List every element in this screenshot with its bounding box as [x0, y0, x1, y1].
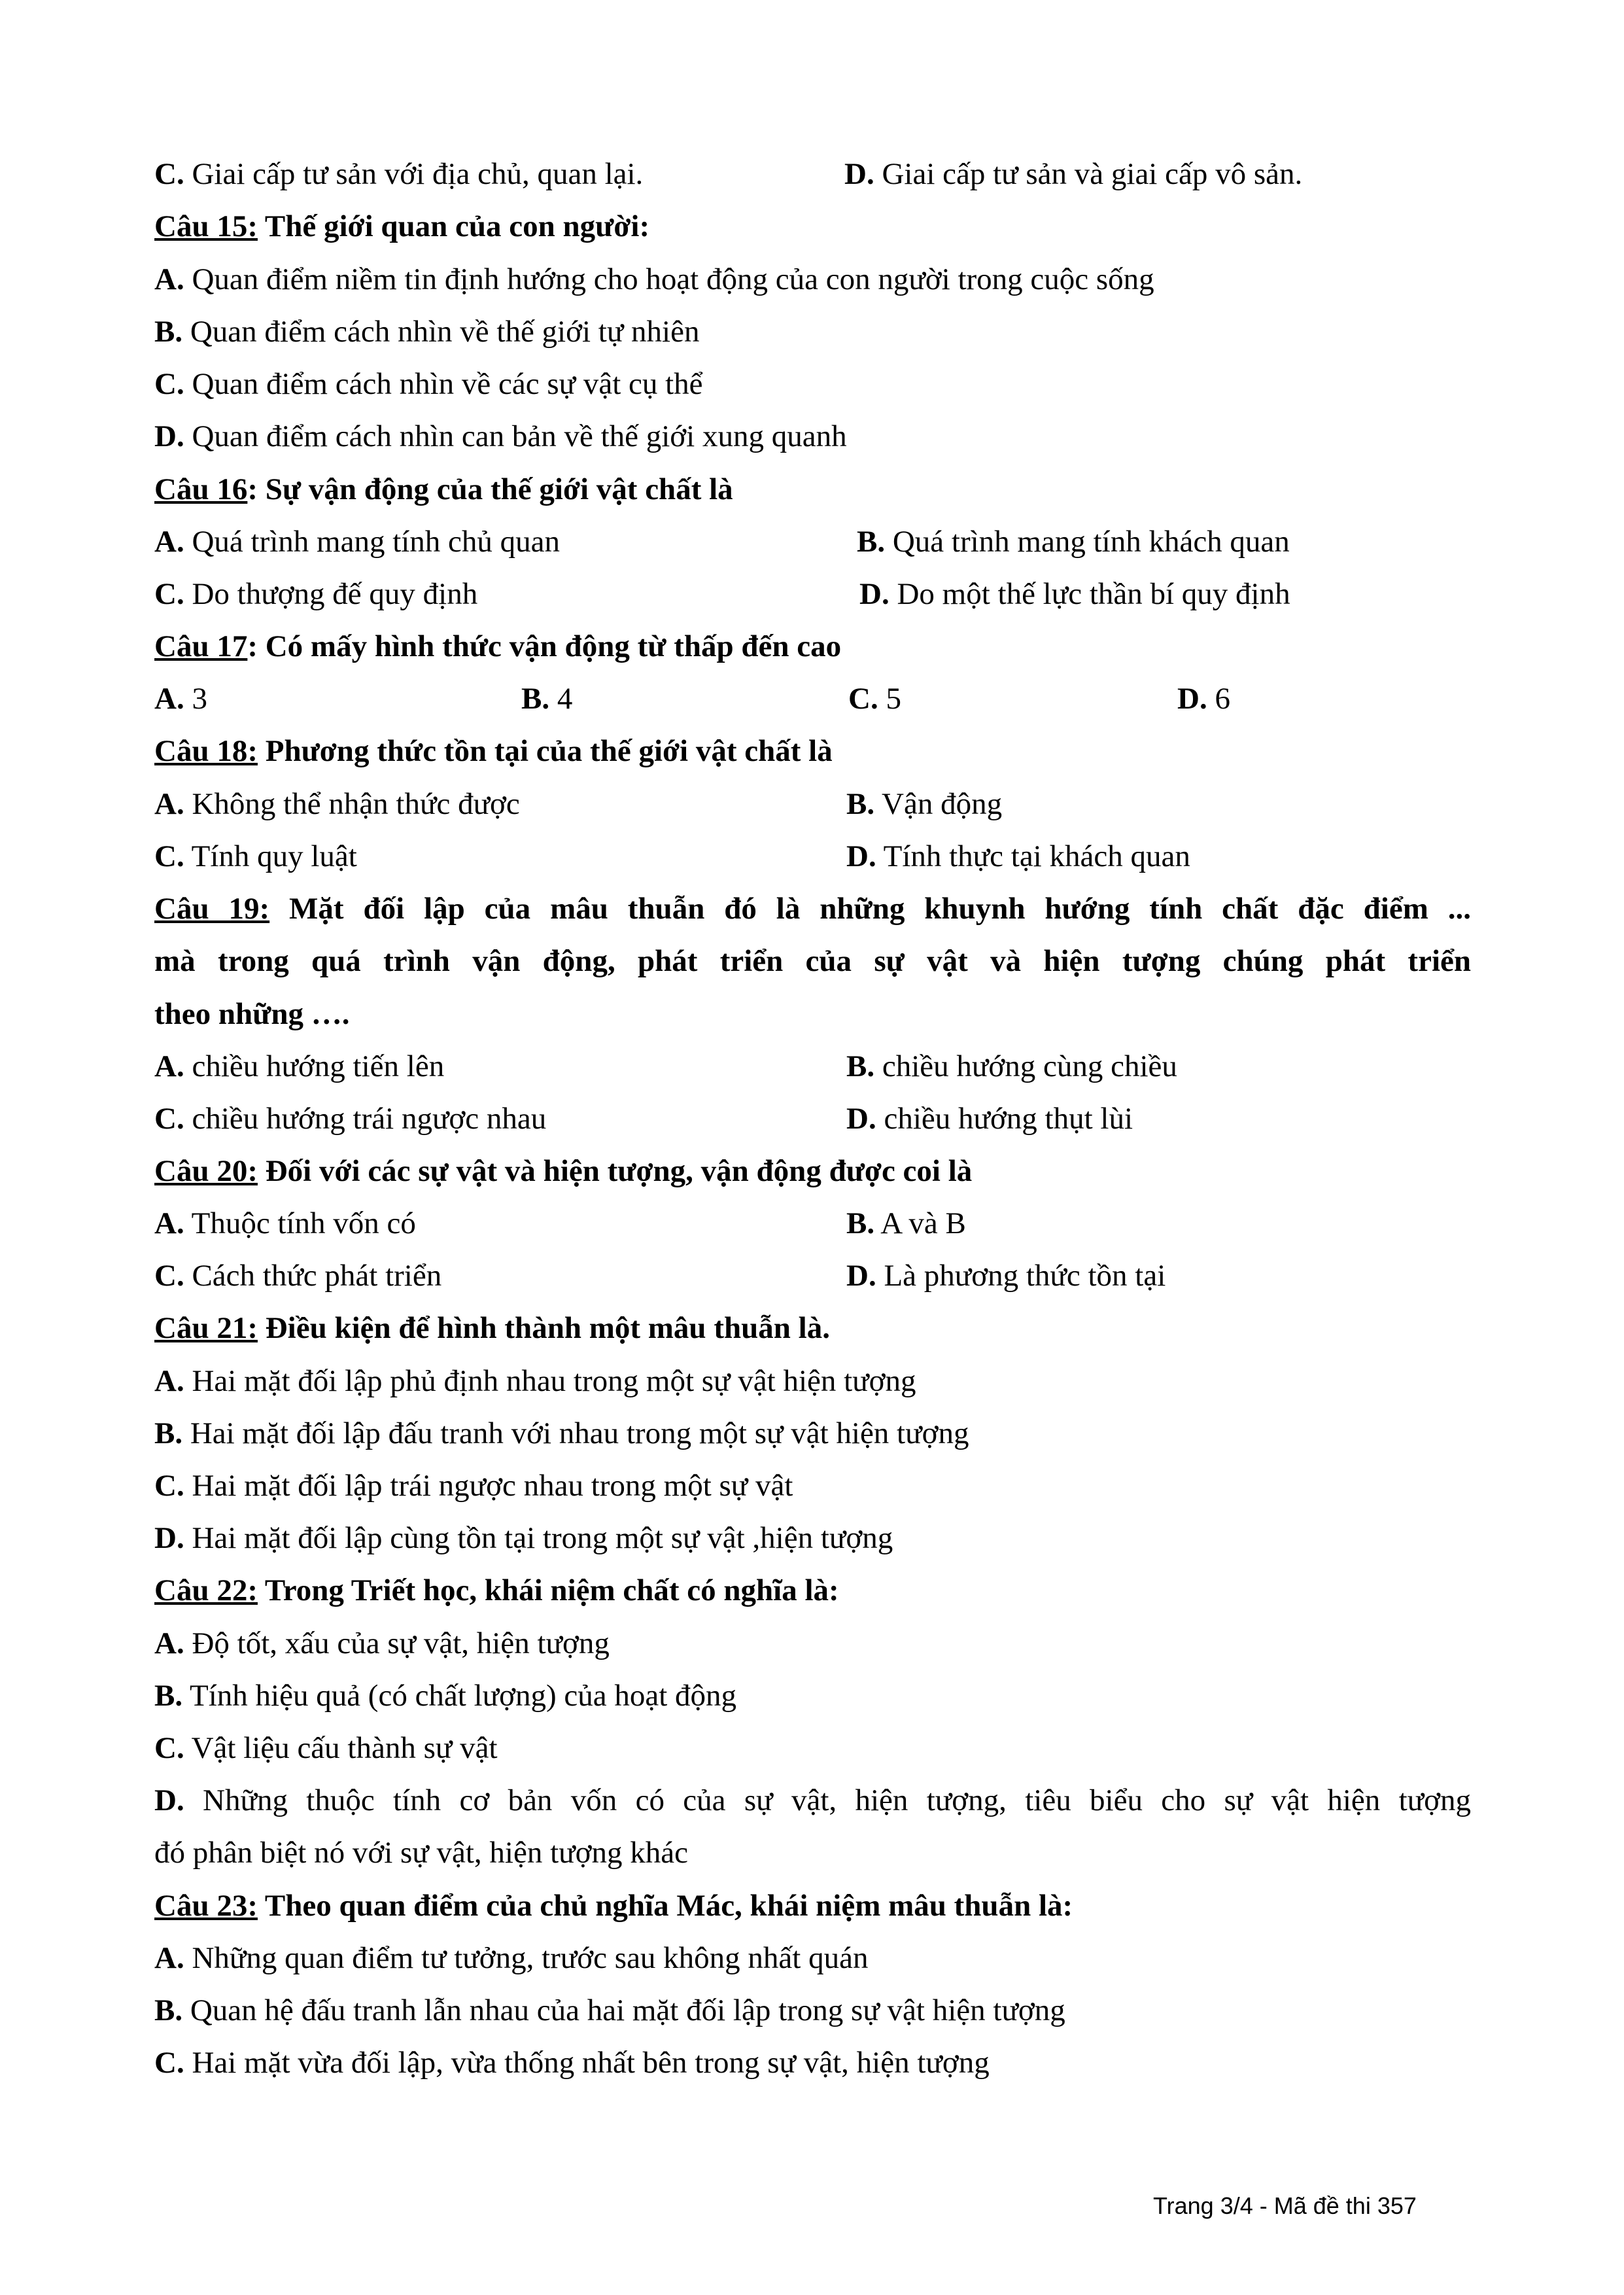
question-16-option-b: [857, 522, 1290, 561]
option-text: Hai mặt vừa đối lập, vừa thống nhất bên trong sự vật, hiện tượng: [184, 2046, 990, 2080]
question-17-option-a: [154, 679, 207, 718]
option-text: chiều hướng tiến lên: [184, 1049, 445, 1083]
option-key: D.: [154, 419, 184, 453]
option-text: Là phương thức tồn tại: [876, 1259, 1166, 1293]
question-number: Câu 23:: [154, 1889, 258, 1923]
question-18-option-c: [154, 837, 357, 876]
option-key: A.: [154, 1941, 184, 1975]
option-text: Tính hiệu quả (có chất lượng) của hoạt động: [182, 1679, 737, 1713]
option-key: B.: [154, 1416, 183, 1450]
option-c-line: [154, 154, 643, 194]
option-text: Những thuộc tính cơ bản vốn có của sự vật, hiện tượng, tiêu biểu cho sự vật hiện tượng: [184, 1783, 1471, 1817]
question-21-option-a: [154, 1361, 916, 1401]
option-key: D.: [859, 577, 890, 611]
question-number: Câu 17: [154, 629, 248, 663]
option-key: A.: [154, 787, 184, 821]
page-footer: Trang 3/4 - Mã đề thi 357: [1153, 2192, 1417, 2219]
option-key: B.: [521, 682, 550, 716]
question-23-option-c: [154, 2043, 990, 2082]
question-17-heading: [154, 627, 841, 666]
option-d-line: [844, 154, 1302, 194]
question-21-heading: [154, 1308, 830, 1348]
option-text: Tính quy luật: [184, 839, 357, 873]
option-text: Quá trình mang tính chủ quan: [184, 525, 561, 559]
question-stem: mà trong quá trình vận động, phát triển của sự vật và hiện tượng chúng phát triển: [154, 944, 1471, 978]
question-15-option-b: [154, 312, 699, 351]
option-text: Vận động: [874, 787, 1003, 821]
question-number: Câu 21:: [154, 1311, 258, 1345]
option-key: C.: [154, 1259, 184, 1293]
option-key: A.: [154, 1049, 184, 1083]
option-key: B.: [154, 315, 183, 349]
question-number: Câu 20:: [154, 1154, 258, 1188]
option-key: A.: [154, 682, 184, 716]
question-16-heading: [154, 470, 733, 509]
question-21-option-c: [154, 1466, 793, 1505]
option-key: C.: [154, 1102, 184, 1136]
question-20-option-a: [154, 1204, 416, 1243]
option-key: B.: [857, 525, 886, 559]
option-text: Quan điểm cách nhìn về thế giới tự nhiên: [182, 315, 700, 349]
option-key: A.: [154, 262, 184, 296]
question-15-option-d: [154, 417, 847, 456]
question-20-heading: [154, 1151, 972, 1191]
option-text: Hai mặt đối lập phủ định nhau trong một sự vật hiện tượng: [184, 1364, 916, 1398]
option-key: C.: [154, 1731, 184, 1765]
question-19-option-c: [154, 1099, 546, 1138]
question-stem: : Có mấy hình thức vận động từ thấp đến cao: [247, 629, 842, 663]
question-stem: : Sự vận động của thế giới vật chất là: [247, 472, 733, 506]
question-stem: Trong Triết học, khái niệm chất có nghĩa là:: [257, 1573, 839, 1607]
option-text: Quan điểm niềm tin định hướng cho hoạt động của con người trong cuộc sống: [184, 262, 1154, 296]
question-19-heading-line-3: [154, 994, 350, 1034]
question-15-option-c: [154, 364, 703, 404]
option-text: Tính thực tại khách quan: [876, 839, 1190, 873]
option-text: Quá trình mang tính khách quan: [885, 525, 1290, 559]
question-stem: Điều kiện để hình thành một mâu thuẫn là.: [257, 1311, 830, 1345]
option-key: D.: [154, 1521, 184, 1555]
option-key: C.: [154, 1469, 184, 1503]
option-text: Những quan điểm tư tưởng, trước sau không nhất quán: [184, 1941, 869, 1975]
question-16-option-c: [154, 574, 477, 614]
question-number: Câu 22:: [154, 1573, 258, 1607]
question-15-option-a: [154, 260, 1154, 299]
option-key: C.: [154, 367, 184, 401]
question-stem: Thế giới quan của con người:: [257, 209, 650, 243]
question-22-option-b: [154, 1676, 736, 1715]
question-18-heading: [154, 731, 833, 771]
question-22-option-d-continuation: [154, 1833, 688, 1872]
question-21-option-d: [154, 1518, 893, 1558]
option-text: 5: [878, 682, 901, 716]
question-stem: Phương thức tồn tại của thế giới vật chất là: [257, 734, 833, 768]
question-stem: theo những ….: [154, 997, 350, 1031]
option-text: chiều hướng cùng chiều: [874, 1049, 1177, 1083]
question-19-heading-line-1: [154, 889, 1471, 928]
question-19-heading-line-2: [154, 941, 1471, 981]
option-text: Do một thế lực thần bí quy định: [889, 577, 1290, 611]
option-key: A.: [154, 525, 184, 559]
option-text: Giai cấp tư sản với địa chủ, quan lại.: [184, 157, 644, 191]
question-23-heading: [154, 1886, 1073, 1925]
question-18-option-a: [154, 784, 520, 824]
question-number: Câu 16: [154, 472, 248, 506]
option-text: A và B: [874, 1206, 966, 1240]
question-16-option-a: [154, 522, 560, 561]
option-text: 3: [184, 682, 207, 716]
option-key: C.: [154, 839, 184, 873]
question-23-option-a: [154, 1938, 868, 1978]
option-key: A.: [154, 1364, 184, 1398]
option-key: B.: [846, 1049, 875, 1083]
option-text: Quan điểm cách nhìn can bản về thế giới xung quanh: [184, 419, 847, 453]
question-23-option-b: [154, 1991, 1065, 2030]
option-key: D.: [1177, 682, 1207, 716]
option-text: Cách thức phát triển: [184, 1259, 442, 1293]
question-number: Câu 19:: [154, 892, 270, 926]
option-key: B.: [846, 787, 875, 821]
question-21-option-b: [154, 1414, 969, 1453]
option-text: 4: [549, 682, 573, 716]
option-key: C.: [154, 2046, 184, 2080]
option-text: chiều hướng trái ngược nhau: [184, 1102, 547, 1136]
option-text: Vật liệu cấu thành sự vật: [184, 1731, 498, 1765]
option-text: Độ tốt, xấu của sự vật, hiện tượng: [184, 1626, 610, 1660]
question-17-option-c: [848, 679, 901, 718]
question-17-option-d: [1177, 679, 1230, 718]
option-text: Quan hệ đấu tranh lẫn nhau của hai mặt đối lập trong sự vật hiện tượng: [182, 1993, 1065, 2027]
option-key: B.: [846, 1206, 875, 1240]
option-text: Hai mặt đối lập trái ngược nhau trong một sự vật: [184, 1469, 793, 1503]
option-text: Quan điểm cách nhìn về các sự vật cụ thể: [184, 367, 703, 401]
question-20-option-b: [846, 1204, 966, 1243]
option-text: Giai cấp tư sản và giai cấp vô sản.: [874, 157, 1303, 191]
option-text: 6: [1207, 682, 1230, 716]
question-15-heading: [154, 207, 649, 246]
option-key: B.: [154, 1993, 183, 2027]
option-key: D.: [846, 1259, 876, 1293]
question-19-option-d: [846, 1099, 1133, 1138]
question-stem: Mặt đối lập của mâu thuẫn đó là những khuynh hướng tính chất đặc điểm ...: [269, 892, 1471, 926]
option-text: đó phân biệt nó với sự vật, hiện tượng khác: [154, 1836, 688, 1870]
question-19-option-a: [154, 1047, 444, 1086]
question-18-option-b: [846, 784, 1002, 824]
option-key: C.: [154, 157, 184, 191]
question-number: Câu 18:: [154, 734, 258, 768]
option-key: D.: [844, 157, 874, 191]
option-key: A.: [154, 1206, 184, 1240]
option-key: A.: [154, 1626, 184, 1660]
question-18-option-d: [846, 837, 1190, 876]
question-stem: Theo quan điểm của chủ nghĩa Mác, khái niệm mâu thuẫn là:: [257, 1889, 1073, 1923]
question-20-option-d: [846, 1256, 1166, 1295]
option-key: C.: [848, 682, 878, 716]
option-key: B.: [154, 1679, 183, 1713]
question-22-option-c: [154, 1728, 498, 1768]
option-text: Không thể nhận thức được: [184, 787, 520, 821]
option-text: Thuộc tính vốn có: [184, 1206, 416, 1240]
option-key: D.: [846, 1102, 876, 1136]
question-22-option-a: [154, 1624, 610, 1663]
question-16-option-d: [859, 574, 1290, 614]
option-text: Hai mặt đối lập cùng tồn tại trong một sự vật ,hiện tượng: [184, 1521, 893, 1555]
question-20-option-c: [154, 1256, 441, 1295]
question-19-option-b: [846, 1047, 1177, 1086]
question-22-option-d: [154, 1781, 1471, 1820]
question-stem: Đối với các sự vật và hiện tượng, vận động được coi là: [257, 1154, 973, 1188]
question-number: Câu 15:: [154, 209, 258, 243]
option-text: Hai mặt đối lập đấu tranh với nhau trong một sự vật hiện tượng: [182, 1416, 969, 1450]
option-text: chiều hướng thụt lùi: [876, 1102, 1133, 1136]
question-17-option-b: [521, 679, 572, 718]
question-22-heading: [154, 1571, 839, 1610]
option-key: D.: [846, 839, 876, 873]
option-key: D.: [154, 1783, 184, 1817]
option-text: Do thượng đế quy định: [184, 577, 478, 611]
option-key: C.: [154, 577, 184, 611]
